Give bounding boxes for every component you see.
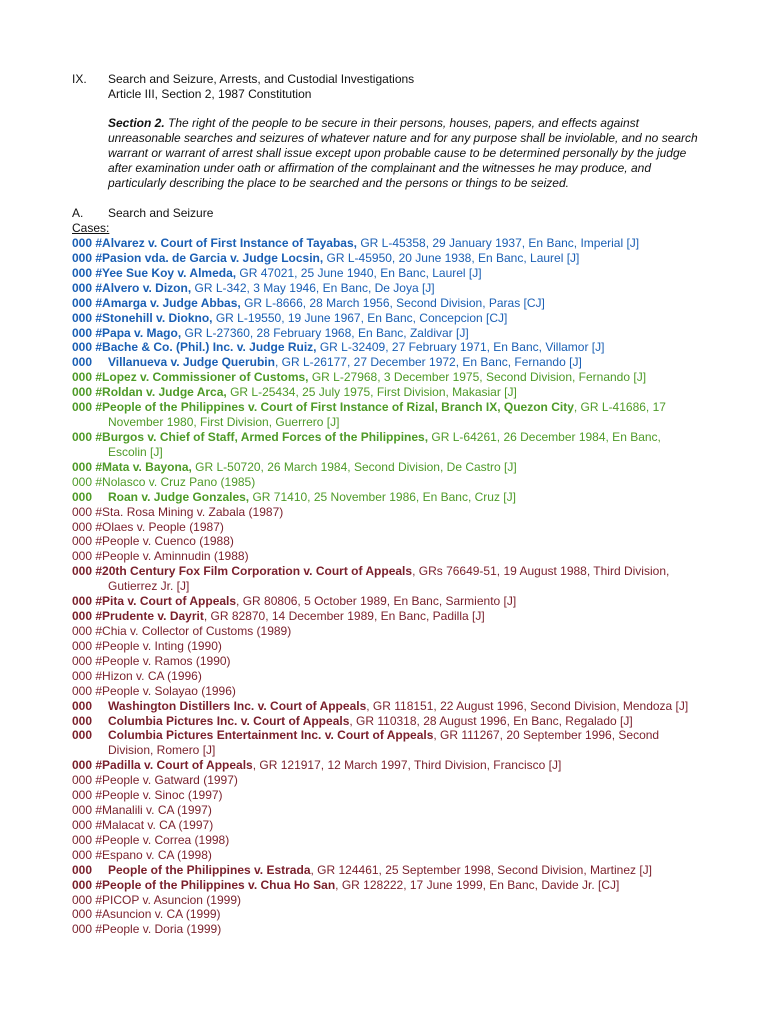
case-prefix: 000 # bbox=[72, 250, 103, 265]
case-item bbox=[72, 370, 702, 385]
case-item bbox=[72, 878, 702, 893]
case-citation: GR 71410, 25 November 1986, En Banc, Cruz [J] bbox=[249, 489, 516, 504]
case-citation: GR L-45358, 29 January 1937, En Banc, Imperial [J] bbox=[356, 236, 640, 250]
case-item bbox=[72, 430, 702, 460]
case-item bbox=[72, 818, 702, 833]
case-citation: Sta. Rosa Mining v. Zabala (1987) bbox=[102, 504, 284, 519]
case-name: Amarga v. Judge Abbas, bbox=[102, 295, 241, 310]
case-name: Roldan v. Judge Arca, bbox=[102, 385, 227, 400]
subsection-letter: A. bbox=[72, 206, 84, 220]
case-citation: GR L-19550, 19 June 1967, En Banc, Concepcion [CJ] bbox=[212, 310, 508, 325]
case-item bbox=[72, 236, 702, 251]
case-prefix: 000 # bbox=[72, 519, 103, 534]
case-citation: GR L-64261, 26 December 1984, En Banc, Escolin [J] bbox=[108, 429, 661, 459]
case-prefix: 000 # bbox=[72, 609, 103, 624]
case-citation: GR 47021, 25 June 1940, En Banc, Laurel [J] bbox=[236, 265, 482, 280]
case-prefix: 000 # bbox=[72, 788, 103, 803]
case-item bbox=[72, 549, 702, 564]
case-prefix: 000 # bbox=[72, 817, 103, 832]
case-prefix: 000 # bbox=[72, 265, 103, 280]
case-prefix: 000 # bbox=[72, 459, 103, 474]
case-item bbox=[72, 758, 702, 773]
case-name: Roan v. Judge Gonzales, bbox=[108, 489, 250, 504]
case-prefix: 000 # bbox=[72, 877, 103, 892]
case-citation: Espano v. CA (1998) bbox=[102, 847, 212, 862]
case-item bbox=[72, 251, 702, 266]
case-item bbox=[72, 475, 702, 490]
case-citation: Malacat v. CA (1997) bbox=[102, 817, 214, 832]
case-item bbox=[72, 460, 702, 475]
section-quote bbox=[108, 116, 700, 191]
case-item bbox=[72, 326, 702, 341]
case-item bbox=[72, 773, 702, 788]
case-name: Prudente v. Dayrit bbox=[102, 609, 204, 624]
case-citation: Olaes v. People (1987) bbox=[102, 519, 224, 534]
subsection-title: Search and Seizure bbox=[108, 206, 214, 220]
case-prefix: 000 # bbox=[72, 340, 103, 355]
case-prefix: 000 bbox=[72, 698, 93, 713]
case-prefix: 000 # bbox=[72, 638, 103, 653]
case-list bbox=[72, 236, 702, 937]
case-name: Villanueva v. Judge Querubin bbox=[108, 355, 275, 370]
case-item bbox=[72, 609, 702, 624]
case-prefix: 000 # bbox=[72, 847, 103, 862]
case-citation: People v. Inting (1990) bbox=[102, 638, 222, 653]
case-citation: GR L-27360, 28 February 1968, En Banc, Zaldivar [J] bbox=[181, 325, 469, 340]
case-name: People of the Philippines v. Estrada bbox=[108, 862, 311, 877]
case-citation: , GR 111267, 20 September 1996, Second Division, Romero [J] bbox=[108, 728, 660, 758]
case-item bbox=[72, 684, 702, 699]
case-name: Stonehill v. Diokno, bbox=[102, 310, 213, 325]
case-citation: , GR 121917, 12 March 1997, Third Division, Francisco [J] bbox=[252, 758, 562, 773]
case-citation: GR L-32409, 27 February 1971, En Banc, Villamor [J] bbox=[316, 340, 605, 355]
case-name: 20th Century Fox Film Corporation v. Court of Appeals bbox=[102, 564, 413, 579]
case-item bbox=[72, 281, 702, 296]
case-prefix: 000 bbox=[72, 728, 93, 743]
case-name: People of the Philippines v. Court of First Instance of Rizal, Branch IX, Quezon City bbox=[102, 400, 574, 415]
case-citation: People v. Sinoc (1997) bbox=[102, 788, 223, 803]
case-citation: Nolasco v. Cruz Pano (1985) bbox=[102, 474, 256, 489]
case-name: Padilla v. Court of Appeals bbox=[102, 758, 253, 773]
case-item bbox=[72, 296, 702, 311]
case-prefix: 000 # bbox=[72, 429, 103, 444]
case-citation: Asuncion v. CA (1999) bbox=[102, 907, 221, 922]
case-citation: People v. Aminnudin (1988) bbox=[102, 549, 249, 564]
case-name: Pita v. Court of Appeals bbox=[102, 594, 237, 609]
case-prefix: 000 bbox=[72, 713, 93, 728]
case-prefix: 000 # bbox=[72, 534, 103, 549]
case-citation: , GR L-26177, 27 December 1972, En Banc, Fernando [J] bbox=[274, 355, 582, 370]
case-prefix: 000 # bbox=[72, 668, 103, 683]
cases-label: Cases: bbox=[72, 221, 110, 235]
case-prefix: 000 # bbox=[72, 370, 103, 385]
case-item bbox=[72, 833, 702, 848]
case-name: Washington Distillers Inc. v. Court of Appeals bbox=[108, 698, 367, 713]
case-name: Alvarez v. Court of First Instance of Tayabas, bbox=[102, 236, 357, 250]
case-prefix: 000 # bbox=[72, 310, 103, 325]
case-citation: GR L-342, 3 May 1946, En Banc, De Joya [J] bbox=[191, 280, 435, 295]
case-name: Columbia Pictures Entertainment Inc. v. Court of Appeals bbox=[108, 728, 434, 743]
case-citation: , GR 124461, 25 September 1998, Second Division, Martinez [J] bbox=[310, 862, 653, 877]
case-item bbox=[72, 266, 702, 281]
case-prefix: 000 # bbox=[72, 832, 103, 847]
subsection-heading bbox=[72, 206, 213, 221]
constitution-reference: Article III, Section 2, 1987 Constitution bbox=[108, 87, 312, 101]
case-item bbox=[72, 803, 702, 818]
case-prefix: 000 # bbox=[72, 325, 103, 340]
case-prefix: 000 # bbox=[72, 653, 103, 668]
case-prefix: 000 # bbox=[72, 295, 103, 310]
case-citation: , GR 118151, 22 August 1996, Second Division, Mendoza [J] bbox=[366, 698, 689, 713]
section-label: Section 2. bbox=[108, 116, 165, 130]
case-item bbox=[72, 714, 702, 729]
case-prefix: 000 # bbox=[72, 400, 103, 415]
case-item bbox=[72, 922, 702, 937]
case-prefix: 000 bbox=[72, 862, 93, 877]
case-item bbox=[72, 654, 702, 669]
case-citation: GR L-8666, 28 March 1956, Second Division, Paras [CJ] bbox=[240, 295, 545, 310]
case-item bbox=[72, 534, 702, 549]
case-citation: People v. Doria (1999) bbox=[102, 922, 222, 937]
case-prefix: 000 # bbox=[72, 236, 103, 250]
case-item bbox=[72, 907, 702, 922]
case-citation: People v. Ramos (1990) bbox=[102, 653, 231, 668]
case-prefix: 000 # bbox=[72, 683, 103, 698]
case-item bbox=[72, 788, 702, 803]
case-citation: GR L-27968, 3 December 1975, Second Division, Fernando [J] bbox=[308, 370, 647, 385]
case-citation: GR L-45950, 20 June 1938, En Banc, Laurel [J] bbox=[323, 250, 580, 265]
case-item bbox=[72, 669, 702, 684]
case-citation: People v. Cuenco (1988) bbox=[102, 534, 234, 549]
case-name: Pasion vda. de Garcia v. Judge Locsin, bbox=[102, 250, 324, 265]
case-prefix: 000 # bbox=[72, 623, 103, 638]
case-citation: , GR L-41686, 17 November 1980, First Division, Guerrero [J] bbox=[108, 400, 666, 430]
case-item bbox=[72, 728, 702, 758]
case-prefix: 000 # bbox=[72, 758, 103, 773]
case-citation: , GR 128222, 17 June 1999, En Banc, Davide Jr. [CJ] bbox=[335, 877, 620, 892]
case-item bbox=[72, 505, 702, 520]
case-citation: , GR 110318, 28 August 1996, En Banc, Regalado [J] bbox=[349, 713, 633, 728]
heading-number: IX. bbox=[72, 72, 87, 86]
case-citation: Manalili v. CA (1997) bbox=[102, 803, 212, 818]
case-prefix: 000 # bbox=[72, 280, 103, 295]
case-item bbox=[72, 340, 702, 355]
case-prefix: 000 # bbox=[72, 474, 103, 489]
case-item bbox=[72, 385, 702, 400]
case-item bbox=[72, 699, 702, 714]
case-name: Alvero v. Dizon, bbox=[102, 280, 192, 295]
case-prefix: 000 # bbox=[72, 907, 103, 922]
case-item bbox=[72, 848, 702, 863]
case-citation: Hizon v. CA (1996) bbox=[102, 668, 202, 683]
section-body: The right of the people to be secure in their persons, houses, papers, and effects against unreasonable searches and seizures of whatever nature and for any purpose shall be inviolable, and no search warrant or warrant of arrest shall issue except upon probable cause to be determined personally by the judge after examination under oath or affirmation of the complainant and the witnesses he may produce, and particularly describing the place to be searched and the persons or things to be seized. bbox=[108, 116, 698, 190]
case-prefix: 000 # bbox=[72, 922, 103, 937]
case-citation: GR L-50720, 26 March 1984, Second Division, De Castro [J] bbox=[191, 459, 517, 474]
case-name: Papa v. Mago, bbox=[102, 325, 182, 340]
case-item bbox=[72, 594, 702, 609]
case-item bbox=[72, 520, 702, 535]
case-item bbox=[72, 893, 702, 908]
case-prefix: 000 # bbox=[72, 385, 103, 400]
case-prefix: 000 # bbox=[72, 892, 103, 907]
case-prefix: 000 # bbox=[72, 504, 103, 519]
case-prefix: 000 # bbox=[72, 549, 103, 564]
case-item bbox=[72, 490, 702, 505]
case-citation: , GRs 76649-51, 19 August 1988, Third Division, Gutierrez Jr. [J] bbox=[108, 564, 670, 594]
case-citation: Chia v. Collector of Customs (1989) bbox=[102, 623, 292, 638]
case-name: Yee Sue Koy v. Almeda, bbox=[102, 265, 237, 280]
case-citation: People v. Gatward (1997) bbox=[102, 773, 238, 788]
case-name: Columbia Pictures Inc. v. Court of Appeals bbox=[108, 713, 350, 728]
heading-title: Search and Seizure, Arrests, and Custodial Investigations bbox=[108, 72, 415, 86]
case-name: Mata v. Bayona, bbox=[102, 459, 192, 474]
case-item bbox=[72, 564, 702, 594]
case-citation: , GR 80806, 5 October 1989, En Banc, Sarmiento [J] bbox=[236, 594, 517, 609]
case-prefix: 000 # bbox=[72, 773, 103, 788]
case-prefix: 000 bbox=[72, 489, 93, 504]
case-prefix: 000 bbox=[72, 355, 93, 370]
case-name: People of the Philippines v. Chua Ho San bbox=[102, 877, 336, 892]
case-citation: PICOP v. Asuncion (1999) bbox=[102, 892, 241, 907]
case-citation: People v. Solayao (1996) bbox=[102, 683, 236, 698]
case-citation: , GR 82870, 14 December 1989, En Banc, Padilla [J] bbox=[203, 609, 485, 624]
case-item bbox=[72, 311, 702, 326]
case-name: Burgos v. Chief of Staff, Armed Forces of the Philippines, bbox=[102, 429, 429, 444]
case-citation: People v. Correa (1998) bbox=[102, 832, 230, 847]
case-prefix: 000 # bbox=[72, 803, 103, 818]
case-prefix: 000 # bbox=[72, 564, 103, 579]
case-prefix: 000 # bbox=[72, 594, 103, 609]
case-item bbox=[72, 639, 702, 654]
case-item bbox=[72, 355, 702, 370]
section-heading bbox=[72, 72, 414, 87]
case-item bbox=[72, 400, 702, 430]
case-item bbox=[72, 624, 702, 639]
case-citation: GR L-25434, 25 July 1975, First Division, Makasiar [J] bbox=[226, 385, 517, 400]
case-item bbox=[72, 863, 702, 878]
case-name: Lopez v. Commissioner of Customs, bbox=[102, 370, 309, 385]
case-name: Bache & Co. (Phil.) Inc. v. Judge Ruiz, bbox=[102, 340, 317, 355]
